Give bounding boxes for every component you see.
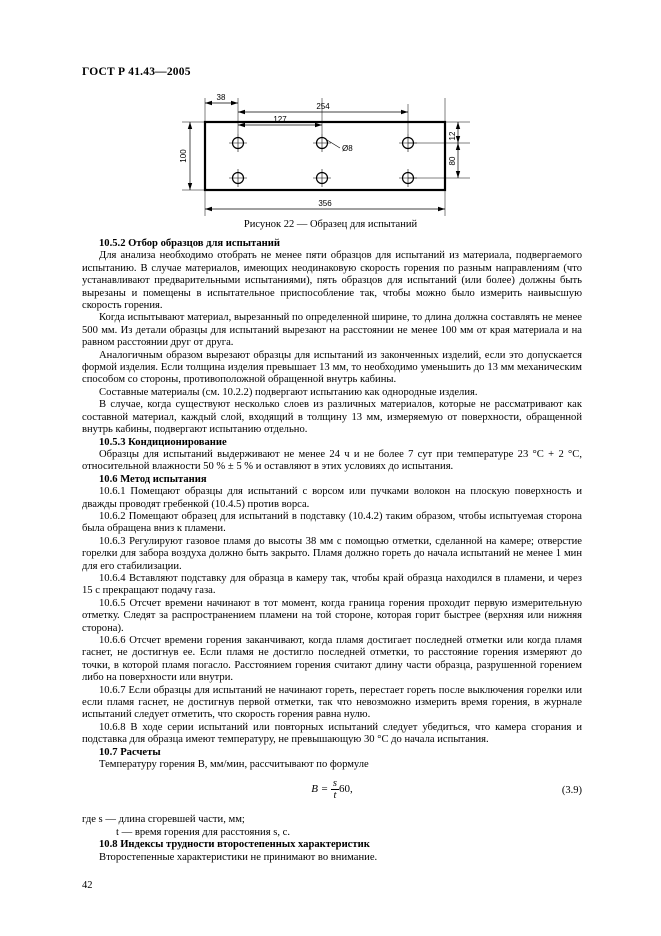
paragraph-conditioning: Образцы для испытаний выдерживают не менее 24 ч и не более 7 сут при температуре 23 °С + 2 °С, относительной влажности 50 % ± 5 % и оставляют в этих условиях до испытания. — [82, 448, 582, 473]
formula-burn-rate — [82, 778, 582, 801]
paragraph-10-6-7: 10.6.7 Если образцы для испытаний не начинают гореть, перестает гореть после выключения горелки или если пламя гаснет, не достигнув первой отметки, так что невозможно измерить время горения, в журнале испытаний следует отметить, что скорость горения равна нулю. — [82, 684, 582, 721]
paragraph-10-8: Второстепенные характеристики не принимают во внимание. — [99, 851, 378, 863]
formula-numerator: s — [332, 778, 337, 790]
heading-10-6: 10.6 Метод испытания — [99, 473, 207, 485]
dim-254: 254 — [316, 102, 330, 111]
formula-lhs: B = — [311, 783, 331, 796]
paragraph-10-6-6: 10.6.6 Отсчет времени горения заканчивают, когда пламя достигает последней отметки или когда пламя гаснет, не достигнув ее. Если пламя не достигло последней отметки, то расстояние горения измеряют до точки, в которой пламя погасло. Расстоянием горения считают длину части образца, разрушенной горением либо на поверхности или внутри. — [82, 635, 582, 684]
document-body — [82, 238, 582, 864]
paragraph-10-6-8: 10.6.8 В ходе серии испытаний или повторных испытаний следует убедиться, что камера сгорания и подставка для образца имеют температуру, не превышающую 30 °С до начала испытания. — [82, 721, 582, 746]
figure-svg — [0, 90, 661, 240]
paragraph-sampling-2: Когда испытывают материал, вырезанный по определенной ширине, то длина должна составлять не менее 500 мм. Из детали образцы для испытаний вырезают на расстоянии не менее 100 мм от края материала и на равном расстоянии друг от друга. — [82, 312, 582, 349]
formula-number: (3.9) — [561, 785, 582, 797]
figure-caption: Рисунок 22 — Образец для испытаний — [243, 219, 418, 230]
dim-38: 38 — [216, 93, 226, 102]
formula-tail: 60, — [339, 783, 353, 796]
paragraph-sampling-5: В случае, когда существуют несколько слоев из различных материалов, которые не рассматривают как составной материал, каждый слой, входящий в толщину 13 мм, измеряемую от поверхности, обращенной внутрь кабины, подвергают испытанию отдельно. — [82, 399, 582, 436]
formula-block — [82, 778, 582, 808]
dim-12: 12 — [448, 131, 457, 141]
dim-80: 80 — [448, 156, 457, 166]
formula-fraction — [331, 778, 339, 801]
page-header: ГОСТ Р 41.43—2005 — [82, 66, 191, 78]
formula-denominator: t — [333, 790, 337, 802]
paragraph-10-6-1: 10.6.1 Помещают образцы для испытаний с ворсом или пучками волокон на плоскую поверхность и дважды проводят гребенкой (10.4.5) против ворса. — [82, 486, 582, 510]
heading-10-5-3: 10.5.3 Кондиционирование — [99, 436, 227, 448]
heading-10-8: 10.8 Индексы трудности второстепенных характеристик — [99, 839, 370, 851]
paragraph-10-6-5: 10.6.5 Отсчет времени начинают в тот момент, когда граница горения проходит первую измерительную отметку. Следят за распространением пламени на той стороне, которая горит быстрее (верхняя или нижняя сторона). — [82, 597, 582, 634]
paragraph-sampling-4: Составные материалы (см. 10.2.2) подвергают испытанию как однородные изделия. — [99, 386, 478, 398]
paragraph-10-6-2: 10.6.2 Помещают образец для испытаний в подставку (10.4.2) таким образом, чтобы испытуемая сторона была обращена вниз к пламени. — [82, 510, 582, 535]
paragraph-10-6-3: 10.6.3 Регулируют газовое пламя до высоты 38 мм с помощью отметки, сделанной на камере; отверстие горелки для забора воздуха должно быть закрыто. Пламя должно гореть до начала испытаний не менее 1 мин для его стабилизации. — [82, 535, 582, 572]
formula-legend-s: где s — длина сгоревшей части, мм; — [82, 814, 245, 826]
formula-legend-t: t — время горения для расстояния s, с. — [116, 826, 290, 838]
heading-10-5-2: 10.5.2 Отбор образцов для испытаний — [99, 238, 280, 249]
heading-10-7: 10.7 Расчеты — [99, 746, 161, 758]
paragraph-formula-intro: Температуру горения В, мм/мин, рассчитывают по формуле — [99, 759, 369, 771]
page-number: 42 — [82, 880, 93, 891]
dim-hole-diameter: Ø8 — [342, 144, 353, 153]
dim-356: 356 — [318, 199, 332, 208]
figure-test-specimen — [0, 90, 661, 240]
paragraph-sampling-1: Для анализа необходимо отобрать не менее пяти образцов для испытаний из материала, подвергаемого испытанию. В случае материалов, имеющих неодинаковую скорость горения по разным направлениям (что устанавливают предварительными испытаниями), пять образцов для испытаний (или более) должны быть вырезаны и помещены в испытательное приспособление так, чтобы можно было измерить наивысшую скорость горения. — [82, 250, 582, 312]
paragraph-10-6-4: 10.6.4 Вставляют подставку для образца в камеру так, чтобы край образца находился в пламени, и через 15 с прекращают подачу газа. — [82, 572, 582, 597]
dim-127: 127 — [273, 115, 287, 124]
paragraph-sampling-3: Аналогичным образом вырезают образцы для испытаний из законченных изделий, если это допускается формой изделия. Если толщина изделия превышает 13 мм, то необходимо уменьшить до 13 мм механическим способом со стороны, противоположной обращенной внутрь кабины. — [82, 349, 582, 386]
dim-100: 100 — [179, 149, 188, 163]
